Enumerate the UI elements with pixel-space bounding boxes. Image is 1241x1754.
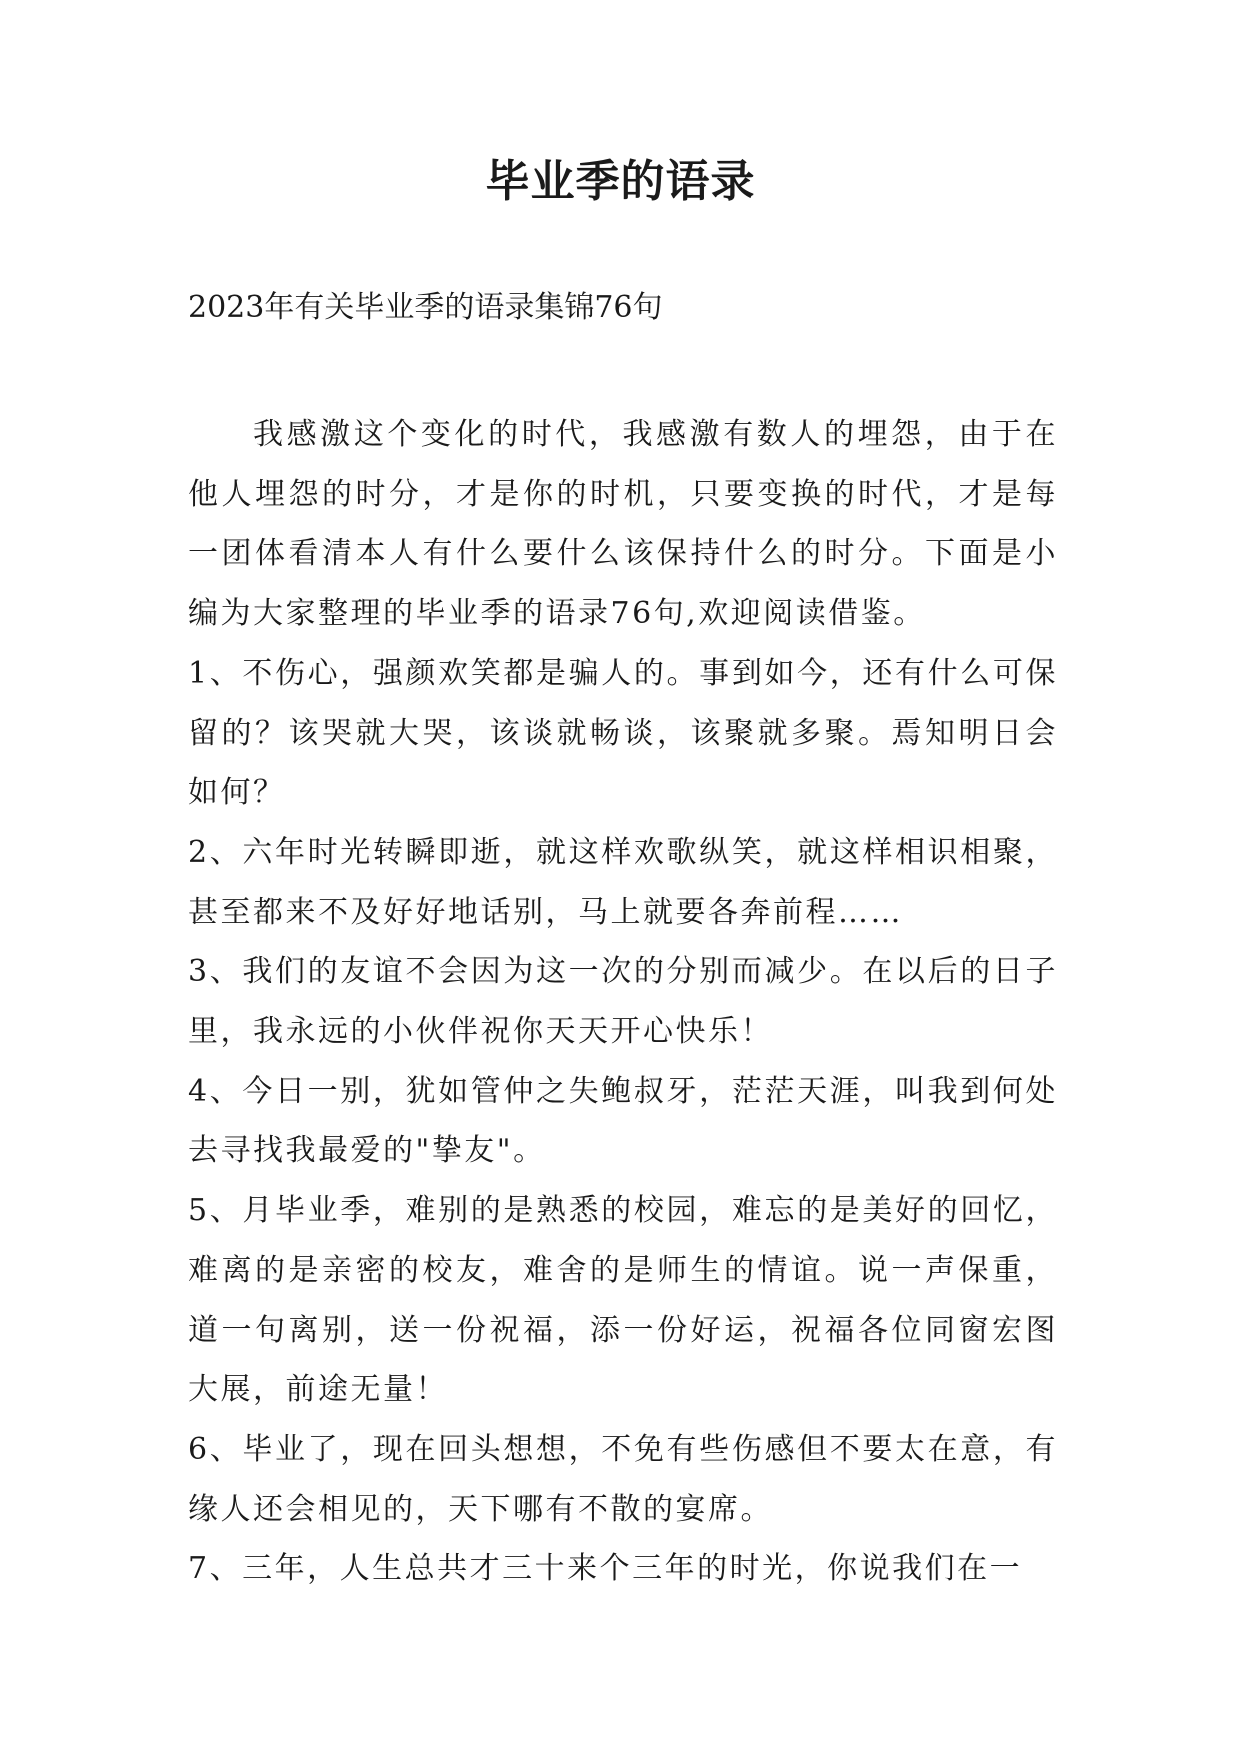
quote-paragraph: 5、月毕业季，难别的是熟悉的校园，难忘的是美好的回忆，难离的是亲密的校友，难舍的是师生的情谊。说一声保重，道一句离别，送一份祝福，添一份好运，祝福各位同窗宏图大展，前途无量！ <box>188 1193 1058 1408</box>
intro-paragraph: 我感激这个变化的时代，我感激有数人的埋怨，由于在他人埋怨的时分，才是你的时机，只要变换的时代，才是每一团体看清本人有什么要什么该保持什么的时分。下面是小编为大家整理的毕业季的语录76句,欢迎阅读借鉴。 <box>188 417 1058 632</box>
quote-paragraph: 2、六年时光转瞬即逝，就这样欢歌纵笑，就这样相识相聚，甚至都来不及好好地话别，马上就要各奔前程…… <box>188 834 1058 930</box>
document-body <box>188 405 1058 1599</box>
document-title: 毕业季的语录 <box>485 156 756 207</box>
quote-paragraph: 4、今日一别，犹如管仲之失鲍叔牙，茫茫天涯，叫我到何处去寻找我最爱的"挚友"。 <box>188 1073 1058 1169</box>
quote-paragraph: 3、我们的友谊不会因为这一次的分别而减少。在以后的日子里，我永远的小伙伴祝你天天开心快乐！ <box>188 954 1058 1050</box>
quote-paragraph: 7、三年，人生总共才三十来个三年的时光，你说我们在一 <box>188 1551 1023 1587</box>
quote-paragraph: 1、不伤心，强颜欢笑都是骗人的。事到如今，还有什么可保留的？该哭就大哭，该谈就畅谈，该聚就多聚。焉知明日会如何？ <box>188 655 1058 811</box>
quote-paragraph: 6、毕业了，现在回头想想，不免有些伤感但不要太在意，有缘人还会相见的，天下哪有不散的宴席。 <box>188 1431 1058 1527</box>
document-subtitle: 2023年有关毕业季的语录集锦76句 <box>188 290 663 325</box>
